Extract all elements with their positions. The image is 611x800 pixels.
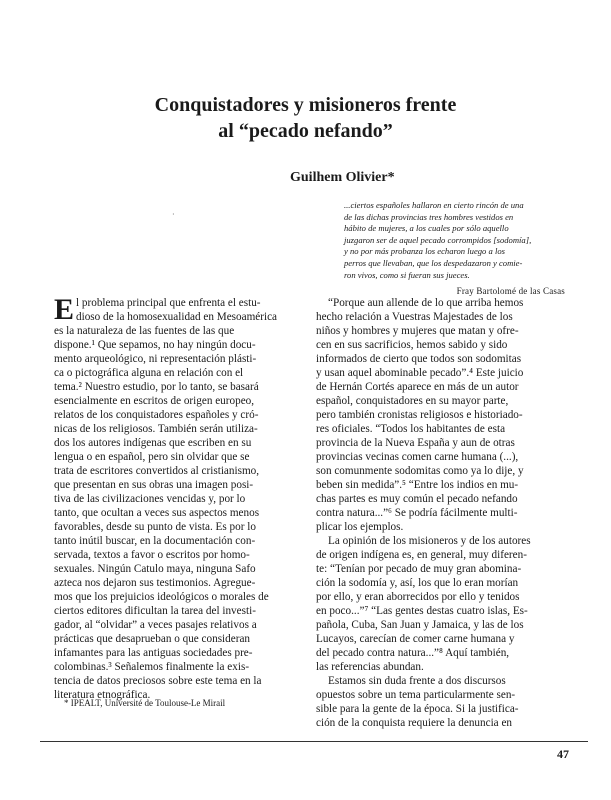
text-line: tencia de datos preciosos sobre este tema en la: [54, 675, 262, 687]
text-line: y usan aquel abominable pecado”.⁴ Este juicio: [316, 367, 524, 379]
text-line: mos que los prejuicios ideológicos o morales de: [54, 591, 269, 603]
text-line: La opinión de los misioneros y de los autores: [328, 535, 531, 547]
text-line: que presentan en sus obras una imagen posi-: [54, 479, 254, 491]
text-line: tanto, que ocultan a veces sus aspectos menos: [54, 507, 260, 519]
text-line: trata de escritores convertidos al cristianismo,: [54, 465, 260, 477]
epigraph-line: hábito de mujeres, a los cuales por sólo aquello: [344, 223, 509, 234]
text-line: ciertos editores dificultan la tarea del investi-: [54, 605, 256, 617]
text-line: cen en sus sacrificios, hemos sabido y sido: [316, 339, 508, 351]
text-line: dispone.¹ Que sepamos, no hay ningún docu-: [54, 339, 256, 351]
text-line: sible para la gente de la época. Si la justifica-: [316, 703, 519, 715]
text-line: chas partes es muy común el pecado nefando: [316, 493, 518, 505]
text-line: niños y hombres y mujeres que matan y ofre-: [316, 325, 519, 337]
text-line: pañola, Cuba, San Juan y Jamaica, y las de los: [316, 619, 524, 631]
epigraph-line: juzgaron ser de aquel pecado corrompidos [sodomía],: [344, 234, 532, 245]
text-line: opuestos sobre un tema particularmente sen-: [316, 689, 516, 701]
epigraph-line: ron vivos, como si fueran sus jueces.: [344, 269, 470, 280]
right-column: [316, 296, 578, 730]
text-line: Lucayos, carecían de comer carne humana y: [316, 633, 515, 645]
text-line: provincia de la Nueva España y aun de otras: [316, 437, 515, 449]
opening-paragraph-start: [54, 296, 316, 324]
text-line: gador, al “olvidar” a veces pasajes relativos a: [54, 619, 257, 631]
text-line: mento arqueológico, ni representación plásti-: [54, 353, 257, 365]
text-line: colombinas.³ Señalemos finalmente la exis-: [54, 661, 250, 673]
article-title-line-2: al “pecado nefando”: [218, 120, 393, 142]
text-line: del pecado contra natura...”⁸ Aquí también,: [316, 647, 510, 659]
text-line: literatura etnográfica.: [54, 689, 151, 701]
epigraph-line: ...ciertos españoles hallaron en cierto rincón de una: [344, 200, 524, 210]
text-line: ción la sodomía y, así, los que lo eran morían: [316, 577, 519, 589]
text-line: res oficiales. “Todos los habitantes de esta: [316, 423, 506, 435]
text-line: l problema principal que enfrenta el estu-: [76, 297, 261, 309]
epigraph-source: Fray Bartolomé de las Casas: [456, 286, 565, 296]
epigraph: [344, 200, 576, 281]
stray-mark: ·: [172, 210, 175, 219]
text-line: nicas de los religiosos. También serán utiliza-: [54, 423, 258, 435]
text-line: contra natura...”⁶ Se podría fácilmente multi-: [316, 507, 518, 519]
text-line: esencialmente en escritos de origen europeo,: [54, 395, 255, 407]
text-line: lengua o en español, pero sin olvidar que se: [54, 451, 250, 463]
text-line: informados de cierto que todos son sodomitas: [316, 353, 522, 365]
article-title: [0, 92, 611, 144]
text-line: Estamos sin duda frente a dos discursos: [328, 675, 506, 687]
epigraph-line: y no por más probanza los echaron luego a los: [344, 246, 505, 257]
text-line: tiva de las civilizaciones vencidas y, por lo: [54, 493, 246, 505]
text-line: de Hernán Cortés aparece en más de un autor: [316, 381, 519, 393]
text-line: “Porque aun allende de lo que arriba hemos: [328, 297, 524, 309]
text-line: te: “Tenían por pecado de muy gran abomina-: [316, 563, 522, 575]
author-name: Guilhem Olivier*: [290, 170, 395, 185]
text-line: plicar los ejemplos.: [316, 521, 404, 533]
text-line: infamantes para las antiguas sociedades pre-: [54, 647, 253, 659]
text-line: ción de la conquista requiere la denuncia en: [316, 717, 513, 729]
text-line: servada, textos a favor o escritos por homo-: [54, 549, 250, 561]
text-line: en poco...”⁷ “Las gentes destas cuatro islas, Es-: [316, 605, 528, 617]
page-number: 47: [557, 747, 569, 761]
text-line: es la naturaleza de las fuentes de las que: [54, 325, 235, 337]
text-line: dos los autores indígenas que escriben en su: [54, 437, 252, 449]
text-line: ca o pictográfica alguna en relación con el: [54, 367, 244, 379]
left-column: [54, 296, 316, 702]
epigraph-line: de las dichas provincias tres hombres vestidos en: [344, 211, 514, 222]
text-line: las referencias abundan.: [316, 661, 424, 673]
text-line: beben sin medida”.⁵ “Entre los indios en mu-: [316, 479, 519, 491]
text-line: hecho relación a Vuestras Majestades de los: [316, 311, 513, 323]
left-column-body: [54, 324, 316, 702]
text-line: español, conquistadores en su mayor parte,: [316, 395, 509, 407]
text-line: dioso de la homosexualidad en Mesoamérica: [76, 311, 278, 323]
epigraph-line: perros que llevaban, que los despedazaron y comie-: [344, 257, 523, 268]
text-line: provincias vecinas comen carne humana (...),: [316, 451, 519, 463]
text-line: favorables, desde su punto de vista. Es por lo: [54, 521, 256, 533]
text-line: por ello, y eran aborrecidos por ello y tenidos: [316, 591, 520, 603]
text-line: tema.² Nuestro estudio, por lo tanto, se basará: [54, 381, 259, 393]
text-line: sexuales. Ningún Catulo maya, ninguna Safo: [54, 563, 256, 575]
text-line: son comunmente sodomitas como ya lo dije, y: [316, 465, 524, 477]
text-line: tanto inútil buscar, en la documentación con-: [54, 535, 256, 547]
right-column-body: [316, 296, 578, 730]
text-line: relatos de los conquistadores españoles y cró-: [54, 409, 259, 421]
footer-rule: [40, 741, 588, 742]
text-line: de origen indígena es, en general, muy diferen-: [316, 549, 527, 561]
article-title-line-1: Conquistadores y misioneros frente: [154, 94, 457, 116]
text-line: prácticas que desaprueban o que consideran: [54, 633, 251, 645]
drop-cap: E: [54, 296, 75, 324]
text-line: azteca nos dejaron sus testimonios. Agregue-: [54, 577, 256, 589]
affiliation-footnote: * IPEALT, Université de Toulouse-Le Mirail: [64, 698, 226, 708]
text-line: pero también cronistas religiosos e historiado-: [316, 409, 523, 421]
